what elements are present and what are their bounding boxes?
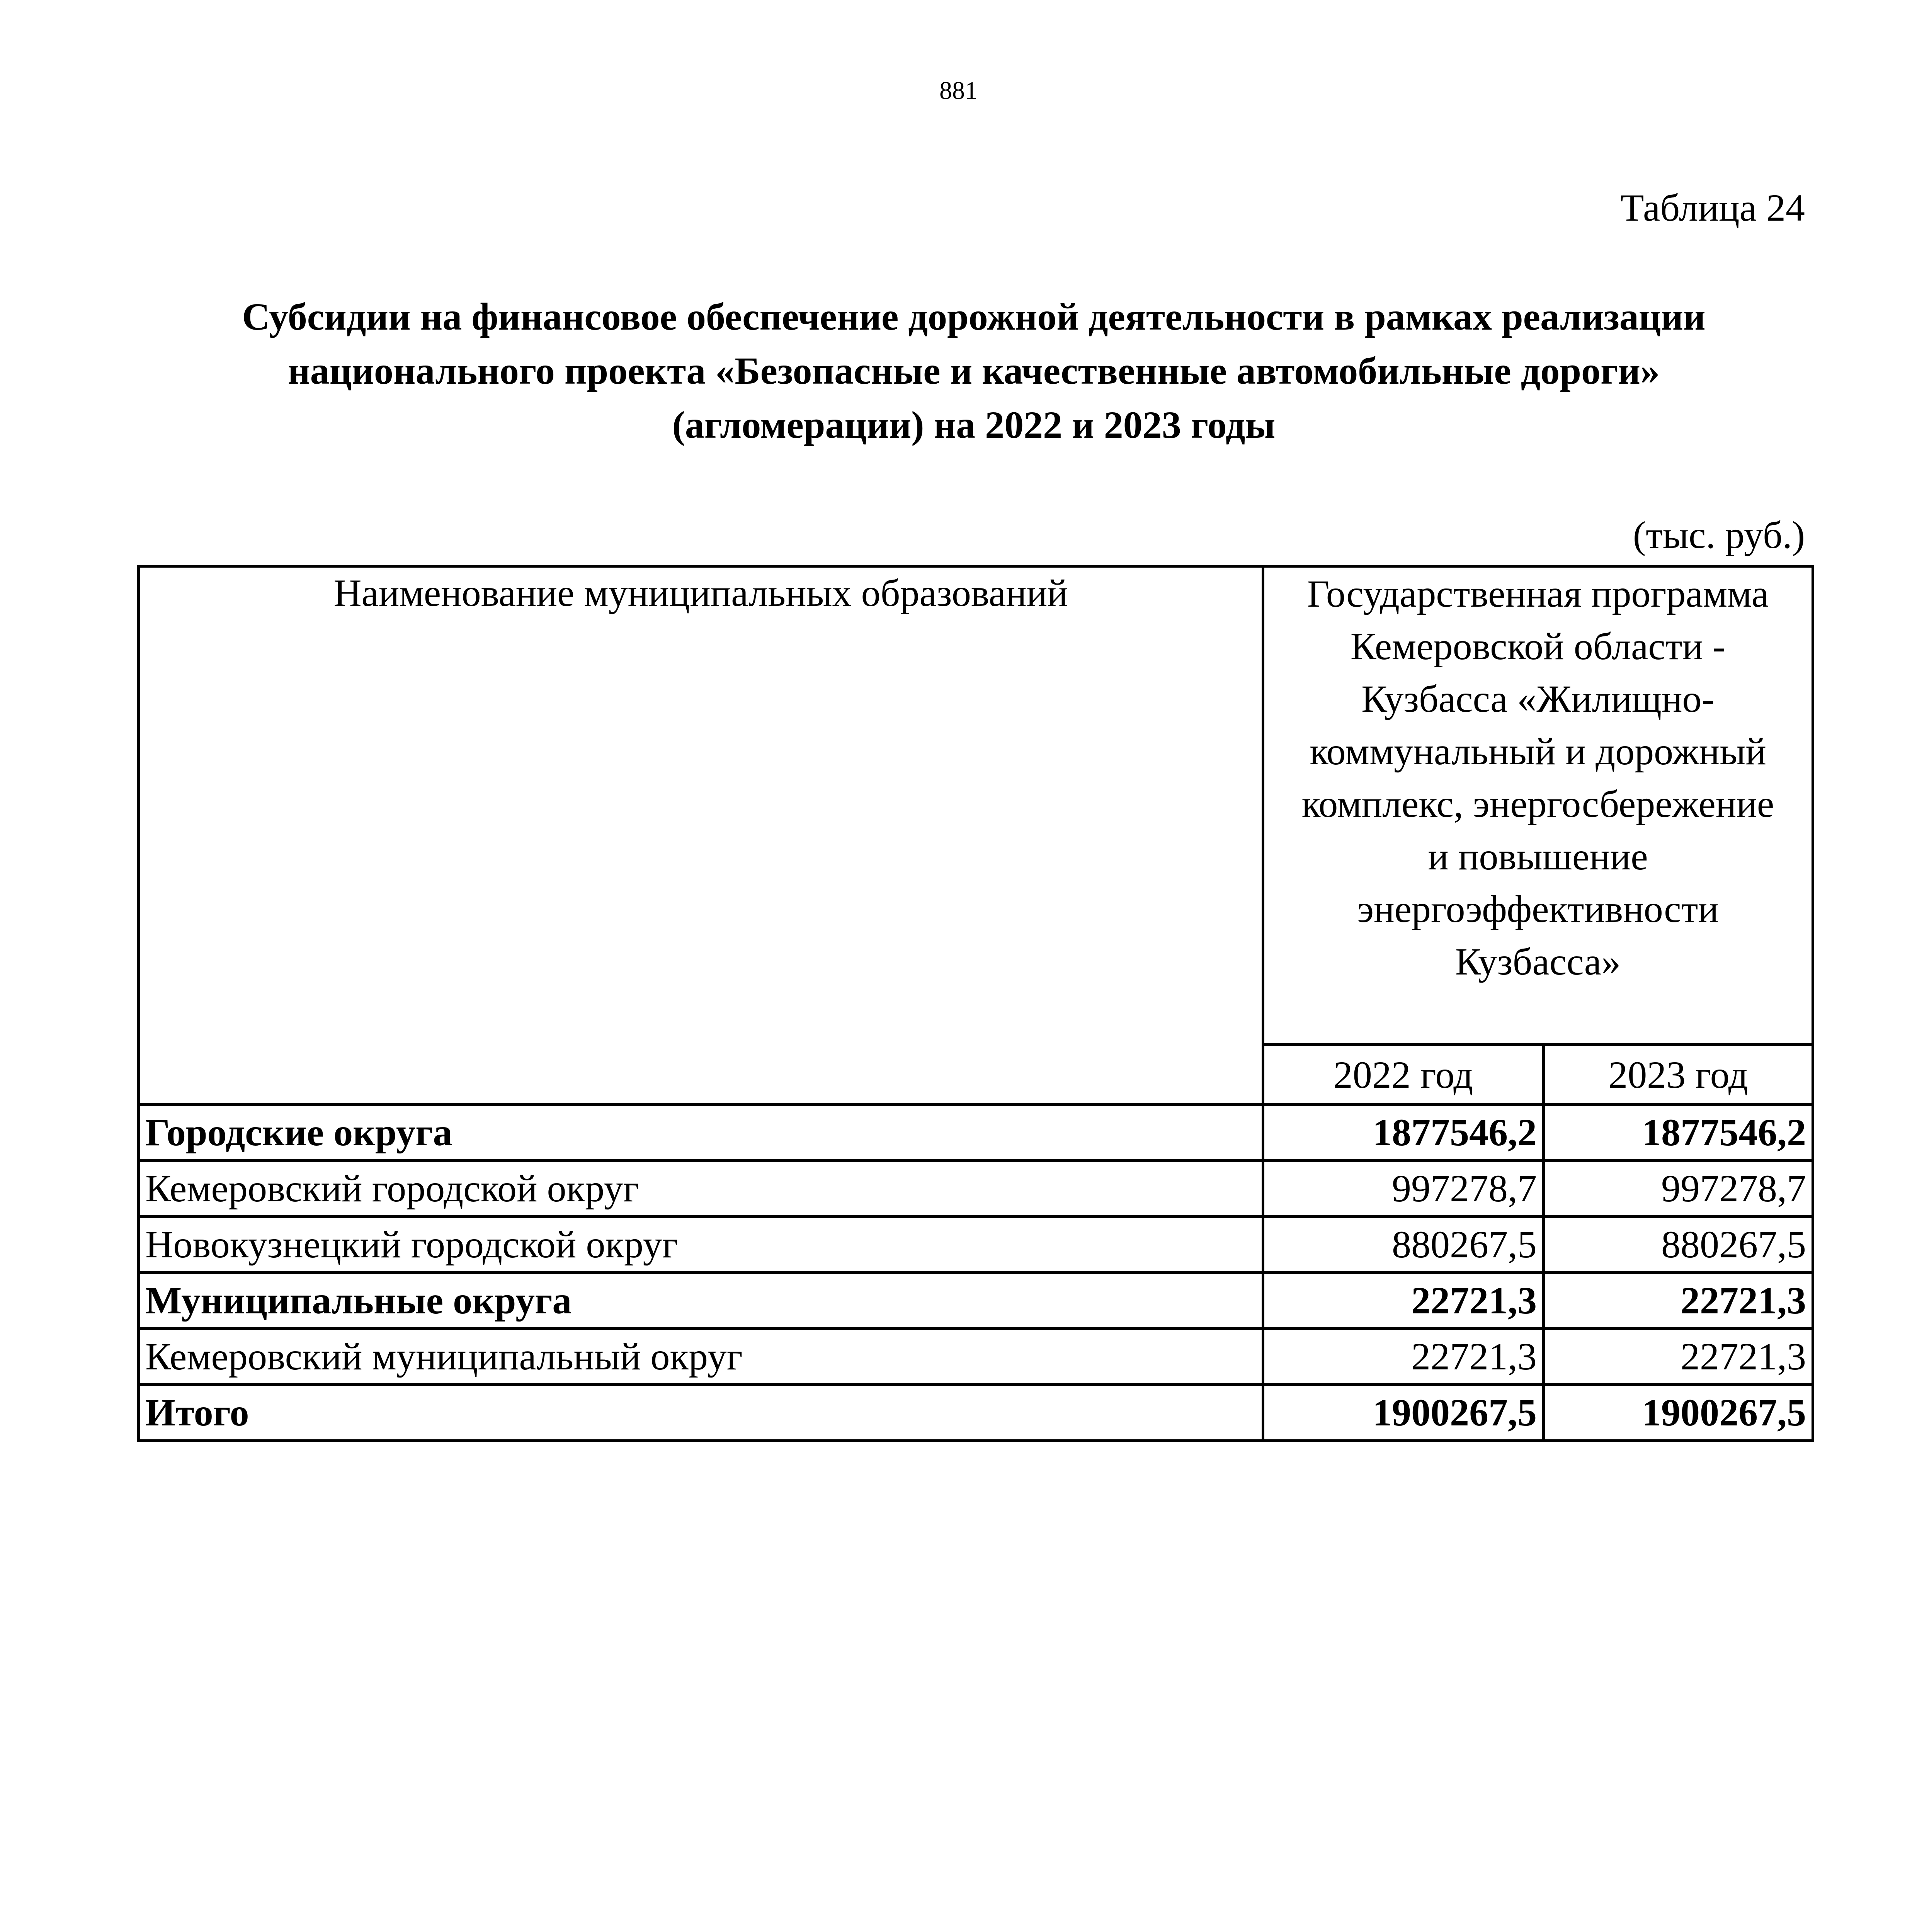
program-header-line: Государственная программа xyxy=(1307,572,1769,615)
row-value-2022: 22721,3 xyxy=(1263,1273,1544,1329)
table-label: Таблица 24 xyxy=(1620,186,1805,229)
program-header-line: Кузбасса «Жилищно- xyxy=(1361,677,1715,720)
table-row xyxy=(139,1273,1813,1329)
row-value-2023: 1877546,2 xyxy=(1544,1105,1813,1161)
row-value-2022: 22721,3 xyxy=(1263,1329,1544,1385)
row-name: Кемеровский муниципальный округ xyxy=(139,1329,1263,1385)
title-line-3: (агломерации) на 2022 и 2023 годы xyxy=(672,403,1276,446)
row-value-2022: 997278,7 xyxy=(1263,1161,1544,1217)
subsidy-table xyxy=(137,565,1814,1442)
page-number: 881 xyxy=(939,77,978,105)
row-value-2023: 22721,3 xyxy=(1544,1329,1813,1385)
program-header-line: комплекс, энергосбережение xyxy=(1301,782,1774,825)
row-value-2023: 997278,7 xyxy=(1544,1161,1813,1217)
table-row xyxy=(139,1105,1813,1161)
program-header xyxy=(1263,566,1813,1045)
program-header-line: Кемеровской области - xyxy=(1350,625,1726,668)
program-header-line: энергоэффективности xyxy=(1357,888,1719,930)
title-line-2: национального проекта «Безопасные и качественные автомобильные дороги» xyxy=(287,349,1660,392)
row-value-2023: 880267,5 xyxy=(1544,1217,1813,1273)
row-name: Итого xyxy=(139,1385,1263,1441)
row-name: Муниципальные округа xyxy=(139,1273,1263,1329)
table-row-total xyxy=(139,1385,1813,1441)
table-row xyxy=(139,1161,1813,1217)
municipality-name-header: Наименование муниципальных образований xyxy=(139,566,1263,1105)
program-header-line: Кузбасса» xyxy=(1455,940,1621,983)
row-name: Городские округа xyxy=(139,1105,1263,1161)
row-value-2022: 1877546,2 xyxy=(1263,1105,1544,1161)
row-value-2023: 1900267,5 xyxy=(1544,1385,1813,1441)
row-name: Новокузнецкий городской округ xyxy=(139,1217,1263,1273)
program-header-line: коммунальный и дорожный xyxy=(1310,730,1766,773)
row-name: Кемеровский городской округ xyxy=(139,1161,1263,1217)
row-value-2022: 880267,5 xyxy=(1263,1217,1544,1273)
title-line-1: Субсидии на финансовое обеспечение дорожной деятельности в рамках реализации xyxy=(242,295,1706,338)
year-2022-header: 2022 год xyxy=(1263,1045,1544,1105)
program-header-line: и повышение xyxy=(1428,835,1648,878)
table-row xyxy=(139,1217,1813,1273)
year-2023-header: 2023 год xyxy=(1544,1045,1813,1105)
units-label: (тыс. руб.) xyxy=(1633,514,1805,556)
document-title xyxy=(162,290,1785,452)
row-value-2023: 22721,3 xyxy=(1544,1273,1813,1329)
table-row xyxy=(139,1329,1813,1385)
row-value-2022: 1900267,5 xyxy=(1263,1385,1544,1441)
